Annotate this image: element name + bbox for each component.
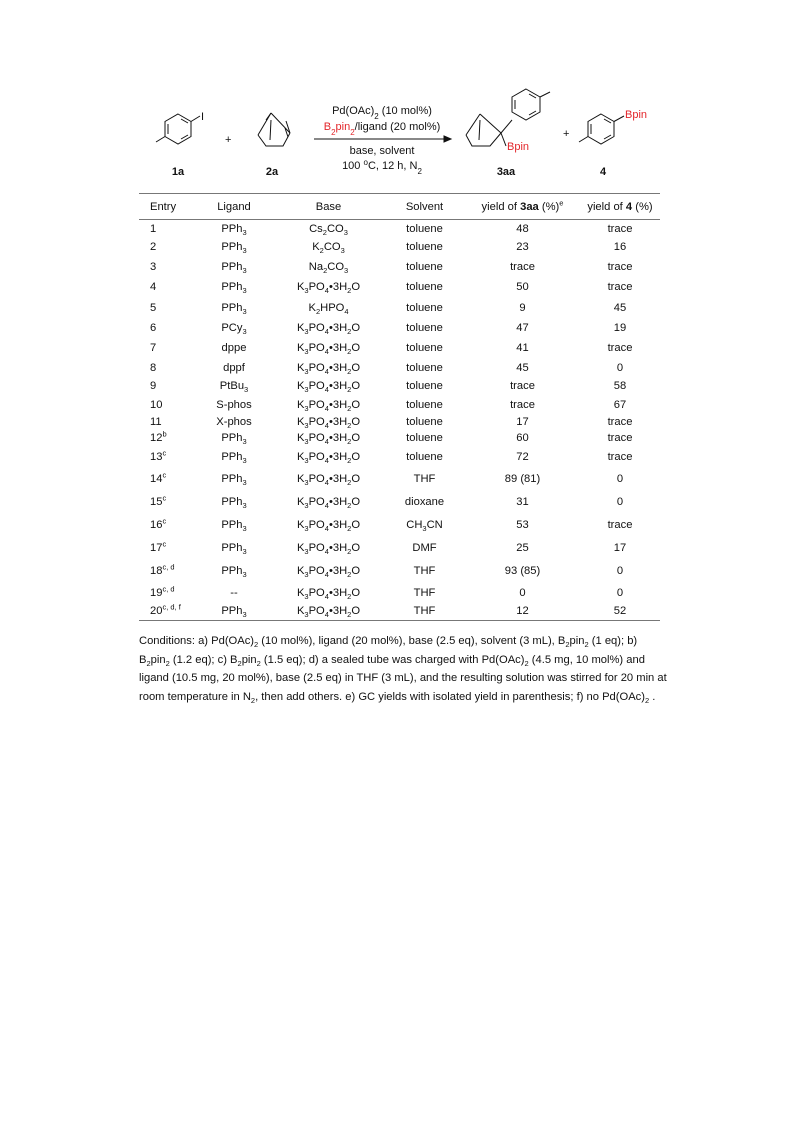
cell-yield-3aa: 17: [516, 415, 529, 428]
table-row: [139, 467, 660, 492]
table-row: [139, 430, 660, 447]
cell-base: $K_3PO_4•3H_2O$: [296, 341, 361, 356]
bpin-3aa: Bpin: [507, 141, 530, 153]
cell-entry: 14$^c$: [150, 470, 167, 485]
cell-entry: 6: [150, 321, 157, 334]
label-2a: 2a: [265, 166, 279, 178]
cell-yield-4: 0: [616, 564, 624, 577]
bpin-4: Bpin: [625, 109, 648, 121]
cell-yield-3aa: 45: [516, 361, 529, 374]
cell-yield-4: trace: [607, 450, 633, 463]
cell-base: $K_3PO_4•3H_2O$: [296, 519, 361, 534]
cell-yield-4: 16: [613, 240, 627, 253]
cell-yield-3aa: 9: [519, 301, 526, 314]
cell-base: $K_3PO_4•3H_2O$: [296, 361, 361, 376]
label-4: 4: [599, 166, 607, 178]
cell-base: $Na_2CO_3$: [308, 260, 349, 275]
cell-entry: 2: [150, 240, 157, 253]
cell-yield-3aa: trace: [510, 260, 535, 273]
cell-entry: 7: [150, 341, 157, 354]
cell-base: $K_3PO_4•3H_2O$: [296, 432, 361, 447]
cell-yield-3aa: trace: [510, 380, 535, 392]
cell-solvent: dioxane: [404, 496, 445, 508]
cell-solvent: toluene: [406, 222, 443, 235]
cell-base: $K_2HPO_4$: [308, 301, 349, 316]
table-row: [139, 278, 660, 297]
cell-ligand: PPh$_3$: [221, 240, 247, 255]
cell-entry: 18$^{c, d}$: [150, 561, 175, 577]
cell-base: $K_3PO_4•3H_2O$: [296, 586, 361, 601]
cell-yield-4: 19: [613, 321, 627, 334]
cell-entry: 12$^b$: [150, 429, 167, 444]
cell-yield-3aa: 23: [516, 240, 529, 253]
cell-yield-4: 0: [616, 361, 624, 374]
cell-yield-3aa: 41: [516, 341, 529, 354]
cell-base: $K_3PO_4•3H_2O$: [296, 473, 361, 488]
cell-yield-3aa: 48: [516, 222, 529, 235]
cell-yield-3aa: 12: [465, 603, 580, 621]
header-yield-4: yield of 4 (%): [580, 194, 660, 220]
cell-solvent: toluene: [406, 432, 443, 444]
cell-ligand: S-phos: [216, 398, 252, 411]
cell-yield-4: 0: [616, 496, 624, 508]
cell-yield-3aa: 47: [516, 321, 529, 334]
cell-solvent: toluene: [406, 361, 443, 374]
cell-entry: 15$^c$: [150, 493, 167, 508]
header-yield-3aa: yield of 3aa (%)$^e$: [465, 194, 580, 220]
table-row: [139, 396, 660, 414]
cell-yield-4: trace: [607, 341, 633, 354]
cell-entry: 11: [150, 415, 162, 428]
table-row: [139, 538, 660, 559]
cell-base: $K_3PO_4•3H_2O$: [296, 398, 361, 413]
cell-ligand: dppf: [223, 361, 245, 374]
cell-solvent: $CH_3CN$: [406, 519, 443, 534]
table-row: [139, 220, 660, 238]
cell-solvent: THF: [384, 603, 465, 621]
reaction-arrow: [314, 136, 451, 142]
cell-ligand: PPh$_3$: [221, 301, 247, 316]
structure-3aa: [466, 89, 550, 146]
cell-solvent: toluene: [406, 341, 443, 354]
table-header-row: [139, 194, 660, 220]
cell-ligand: PPh$_3$: [221, 564, 247, 579]
cell-base: $K_3PO_4•3H_2O$: [296, 380, 361, 395]
cell-ligand: dppe: [221, 341, 247, 354]
cell-yield-4: 52: [580, 603, 660, 621]
cell-ligand: PtBu$_3$: [219, 380, 249, 395]
cell-yield-4: 67: [613, 398, 627, 411]
cell-ligand: PPh$_3$: [195, 603, 273, 621]
cell-yield-3aa: 0: [519, 586, 526, 599]
table-row: [139, 377, 660, 396]
cell-solvent: toluene: [406, 398, 443, 411]
header-solvent: Solvent: [384, 194, 465, 220]
cell-ligand: --: [230, 586, 238, 599]
plus-sign-2: +: [563, 128, 570, 140]
cond-line-3: base, solvent: [349, 145, 415, 157]
cell-base: $K_3PO_4•3H_2O$: [296, 450, 361, 465]
cond-line-1: $Pd(OAc)_2$ (10 mol%): [332, 105, 432, 121]
cell-solvent: THF: [413, 473, 436, 485]
header-base: Base: [273, 194, 384, 220]
cell-yield-4: 58: [613, 380, 627, 392]
cell-yield-3aa: 60: [516, 432, 529, 444]
table-row: [139, 238, 660, 256]
reaction-scheme: [0, 0, 793, 190]
cell-ligand: PPh$_3$: [221, 260, 247, 275]
cell-entry: 3: [150, 260, 157, 273]
cell-base: $K_3PO_4•3H_2O$: [296, 542, 361, 557]
cell-entry: 19$^{c, d}$: [150, 583, 175, 599]
cell-yield-4: trace: [607, 260, 633, 273]
table-row: [139, 256, 660, 278]
cell-solvent: toluene: [406, 301, 443, 314]
cell-ligand: PCy$_3$: [221, 321, 247, 336]
cell-yield-3aa: 25: [516, 542, 529, 554]
cell-solvent: DMF: [412, 542, 437, 554]
cell-yield-4: 0: [616, 586, 624, 599]
structure-2a: [258, 113, 290, 146]
cell-entry: 5: [150, 301, 157, 314]
cell-solvent: toluene: [406, 260, 443, 273]
cell-solvent: toluene: [406, 240, 443, 253]
table-row: [139, 297, 660, 319]
cell-yield-3aa: 31: [516, 496, 529, 508]
cell-solvent: THF: [413, 586, 436, 599]
cell-entry: 13$^c$: [150, 447, 167, 463]
cell-ligand: PPh$_3$: [221, 222, 247, 237]
label-3aa: 3aa: [496, 166, 516, 178]
table-row: [139, 359, 660, 377]
cell-base: $K_3PO_4•3H_2O$: [296, 281, 361, 296]
plus-sign-1: +: [225, 134, 232, 146]
cell-yield-4: trace: [607, 432, 633, 444]
cell-entry: 1: [150, 222, 157, 235]
cell-base: $K_3PO_4•3H_2O$: [296, 321, 361, 336]
cell-yield-4: 0: [616, 473, 624, 485]
cell-yield-4: trace: [607, 519, 633, 531]
cell-entry: 17$^c$: [150, 539, 167, 554]
cell-entry: 10: [150, 398, 163, 411]
cell-yield-3aa: 53: [516, 519, 529, 531]
optimization-table: [139, 193, 660, 621]
label-1a: 1a: [171, 166, 185, 178]
table-row: [139, 447, 660, 467]
cell-ligand: X-phos: [216, 415, 252, 428]
table-row: [139, 337, 660, 359]
cell-entry: 4: [150, 281, 157, 293]
cell-base: $K_3PO_4•3H_2O$: [296, 415, 361, 430]
cell-yield-4: 45: [613, 301, 627, 314]
cell-ligand: PPh$_3$: [221, 542, 247, 557]
cell-entry: 20$^{c, d, f}$: [139, 603, 195, 621]
cell-solvent: toluene: [406, 415, 443, 428]
conditions-footnote: Conditions: a) $Pd(OAc)_2$ (10 mol%), ligand (20 mol%), base (2.5 eq), solvent (3 mL), $B_2pin_2$ (1 eq); b) $B_2pin_2$ (1.2 eq); c) $B_2pin_2$ (1.5 eq); d) a sealed tube was charged with $Pd(OAc)_2$ (4.5 mg, 10 mol%) and ligand (10.5 mg, 20 mol%), base (2.5 eq) in THF (3 mL), and the resulting solution was stirred for 20 min at room temperature in $N_2$, then add others. e) GC yields with isolated yield in parenthesis; f) no $Pd(OAc)_2$ .: [139, 635, 667, 706]
table-row: [139, 319, 660, 337]
cell-ligand: PPh$_3$: [221, 496, 247, 511]
cell-yield-4: trace: [607, 281, 633, 293]
cell-ligand: PPh$_3$: [221, 281, 247, 296]
table-row: [139, 414, 660, 430]
cell-ligand: PPh$_3$: [221, 432, 247, 447]
cell-ligand: PPh$_3$: [221, 450, 247, 465]
table-row: [139, 513, 660, 538]
cond-line-4: 100 $^o$C, 12 h, $N_2$: [342, 157, 422, 176]
header-entry: Entry: [139, 194, 195, 220]
iodine-atom: I: [201, 111, 205, 123]
table-row: [139, 603, 660, 621]
cell-base: $K_2CO_3$: [312, 240, 345, 255]
cell-yield-4: trace: [607, 222, 633, 235]
structure-4: [579, 114, 624, 144]
cell-solvent: toluene: [406, 321, 443, 334]
cell-yield-3aa: 89 (81): [504, 473, 541, 485]
cell-base: $K_3PO_4•3H_2O$: [273, 603, 384, 621]
cell-yield-4: 17: [613, 542, 627, 554]
cell-yield-3aa: 93 (85): [504, 564, 541, 577]
cell-base: $K_3PO_4•3H_2O$: [296, 564, 361, 579]
table-row: [139, 583, 660, 603]
table-row: [139, 492, 660, 513]
cell-entry: 8: [150, 361, 157, 374]
cell-base: $K_3PO_4•3H_2O$: [296, 496, 361, 511]
cell-solvent: toluene: [406, 380, 443, 392]
cell-solvent: toluene: [406, 281, 443, 293]
cond-line-2: $B_2pin_2$/ligand (20 mol%): [323, 121, 441, 137]
header-ligand: Ligand: [195, 194, 273, 220]
cell-solvent: toluene: [406, 450, 443, 463]
cell-ligand: PPh$_3$: [221, 519, 247, 534]
cell-yield-3aa: trace: [510, 398, 535, 411]
cell-solvent: THF: [413, 564, 436, 577]
cell-ligand: PPh$_3$: [221, 473, 247, 488]
cell-base: $Cs_2CO_3$: [309, 222, 348, 237]
cell-yield-4: trace: [607, 415, 633, 428]
cell-entry: 16$^c$: [150, 516, 167, 531]
cell-yield-3aa: 72: [516, 450, 529, 463]
cell-entry: 9: [150, 380, 157, 392]
structure-1a: [156, 114, 200, 144]
cell-yield-3aa: 50: [516, 281, 529, 293]
table-row: [139, 559, 660, 583]
